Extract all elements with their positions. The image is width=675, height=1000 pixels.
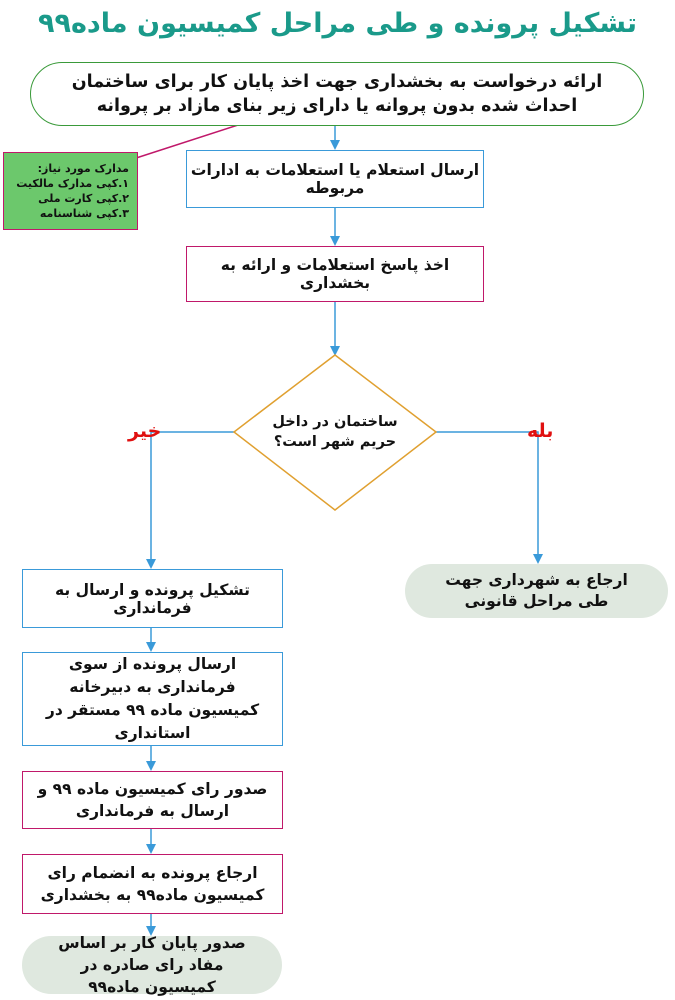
yes-result-text: ارجاع به شهرداری جهت طی مراحل قانونی <box>445 571 628 610</box>
refer-back-box <box>22 854 283 914</box>
inquiry-box <box>186 150 484 208</box>
documents-heading: مدارک مورد نیاز: <box>37 162 129 175</box>
documents-item-2: ۲.کپی کارت ملی <box>38 192 129 205</box>
documents-item-1: ۱.کپی مدارک مالکیت <box>16 177 129 190</box>
decision-text-box <box>262 404 408 460</box>
no-label: خیر <box>128 420 162 442</box>
start-text: ارائه درخواست به بخشداری جهت اخذ پایان کار برای ساختمان احداث شده بدون پروانه یا دارای زیر بنای مازاد بر پروانه <box>71 72 603 116</box>
file-formation-box <box>22 569 283 628</box>
yes-label: بله <box>527 420 554 442</box>
verdict-box <box>22 771 283 829</box>
final-text: صدور پایان کار بر اساس مفاد رای صادره در کمیسیون ماده۹۹ <box>58 934 246 996</box>
documents-box <box>3 152 138 230</box>
verdict-text: صدور رای کمیسیون ماده ۹۹ و ارسال به فرمانداری <box>37 780 268 820</box>
file-formation-text: تشکیل پرونده و ارسال به فرمانداری <box>55 580 250 617</box>
final-box <box>22 936 282 994</box>
documents-item-3: ۳.کپی شناسنامه <box>39 207 129 220</box>
start-box <box>30 62 644 126</box>
send-secretariat-box <box>22 652 283 746</box>
page-title: تشکیل پرونده و طی مراحل کمیسیون ماده۹۹ <box>38 8 637 39</box>
arrow-decision-yes <box>436 432 538 562</box>
yes-result-box <box>405 564 668 618</box>
response-text: اخذ پاسخ استعلامات و ارائه به بخشداری <box>220 256 450 292</box>
send-secretariat-text: ارسال پرونده از سوی فرمانداری به دبیرخانه کمیسیون ماده ۹۹ مستقر در استانداری <box>45 655 260 742</box>
decision-text: ساختمان در داخل حریم شهر است؟ <box>272 414 398 450</box>
inquiry-text: ارسال استعلام یا استعلامات به ادارات مربوطه <box>190 161 480 197</box>
response-box <box>186 246 484 302</box>
arrow-decision-no <box>151 432 234 567</box>
refer-back-text: ارجاع پرونده به انضمام رای کمیسیون ماده۹۹ به بخشداری <box>40 864 265 904</box>
